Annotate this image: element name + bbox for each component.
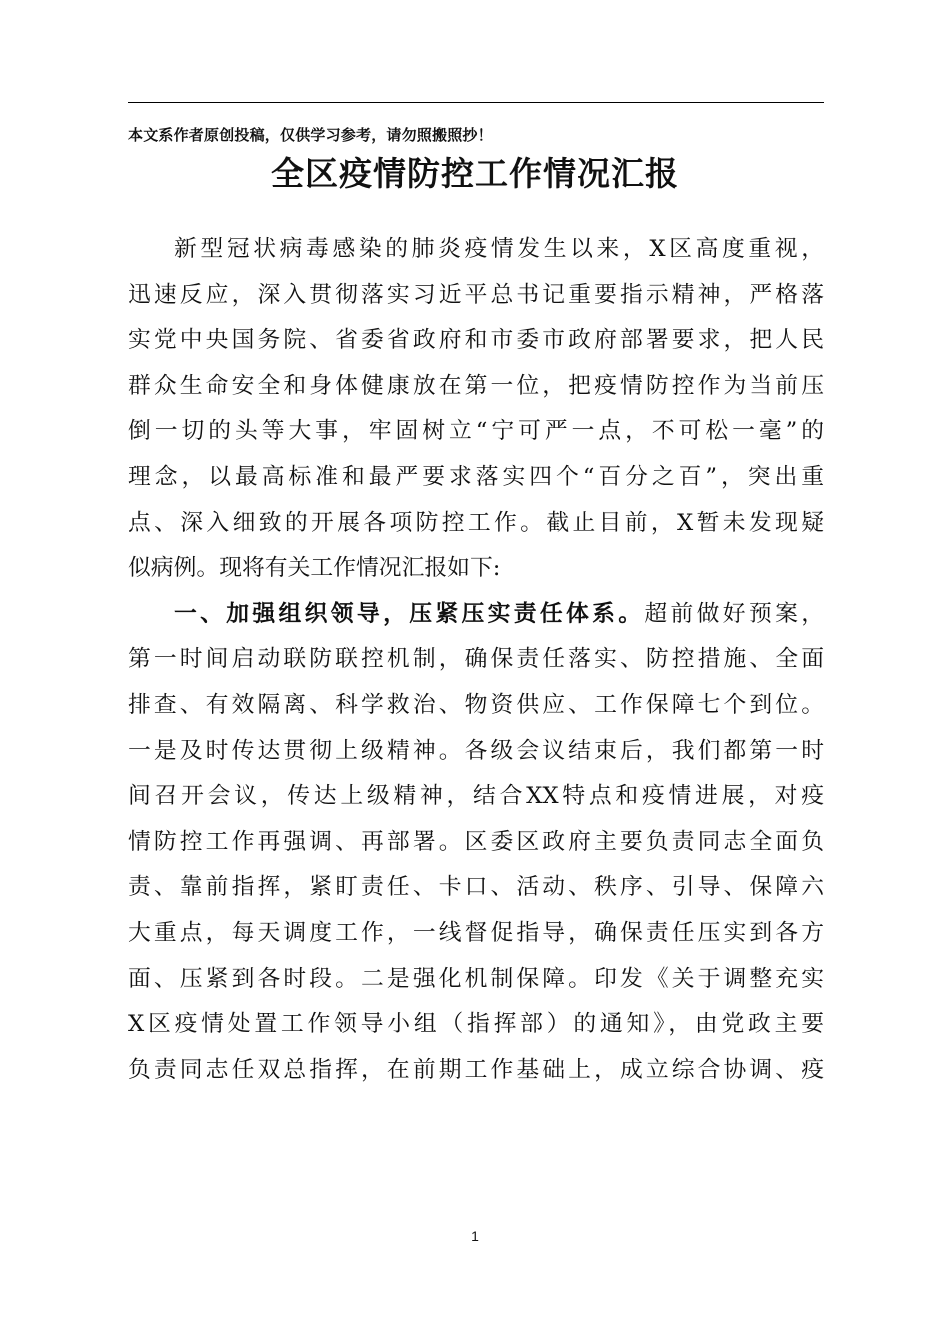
paragraph-line: 群众生命安全和身体健康放在第一位，把疫情防控作为当前压 [128, 372, 824, 399]
paragraph-line: 间召开会议，传达上级精神，结合XX特点和疫情进展，对疫 [128, 783, 824, 810]
paragraph-line: 迅速反应，深入贯彻落实习近平总书记重要指示精神，严格落 [128, 281, 824, 308]
paragraph-line: 理念，以最高标准和最严要求落实四个“百分之百”，突出重 [128, 463, 824, 490]
section-heading: 一、加强组织领导，压紧压实责任体系。 [174, 600, 645, 627]
section-heading-line [128, 592, 824, 638]
section-heading-rest: 超前做好预案， [644, 600, 824, 627]
paragraph-line: X区疫情处置工作领导小组（指挥部）的通知》，由党政主要 [128, 1011, 824, 1038]
paragraph-line: 点、深入细致的开展各项防控工作。截止目前，X暂未发现疑 [128, 509, 824, 536]
paragraph-line: 大重点，每天调度工作，一线督促指导，确保责任压实到各方 [128, 919, 824, 946]
paragraph-line: 负责同志任双总指挥，在前期工作基础上，成立综合协调、疫 [128, 1056, 824, 1083]
copyright-notice: 本文系作者原创投稿，仅供学习参考，请勿照搬照抄！ [128, 126, 493, 144]
paragraph-line: 排查、有效隔离、科学救治、物资供应、工作保障七个到位。 [128, 691, 824, 718]
paragraph-line: 责、靠前指挥，紧盯责任、卡口、活动、秩序、引导、保障六 [128, 874, 824, 901]
paragraph-line: 情防控工作再强调、再部署。区委区政府主要负责同志全面负 [128, 828, 824, 855]
paragraph-line: 实党中央国务院、省委省政府和市委市政府部署要求，把人民 [128, 327, 824, 354]
page-number: 1 [471, 1228, 479, 1244]
document-body [128, 227, 824, 1093]
document-title: 全区疫情防控工作情况汇报 [271, 154, 679, 193]
paragraph-line: 一是及时传达贯彻上级精神。各级会议结束后，我们都第一时 [128, 737, 824, 764]
header-rule [128, 102, 824, 103]
paragraph-line: 新型冠状病毒感染的肺炎疫情发生以来，X区高度重视， [174, 236, 824, 262]
paragraph-line: 第一时间启动联防联控机制，确保责任落实、防控措施、全面 [128, 646, 824, 673]
paragraph-line: 似病例。现将有关工作情况汇报如下: [128, 555, 501, 582]
paragraph-line: 倒一切的头等大事，牢固树立“宁可严一点，不可松一毫”的 [128, 418, 824, 445]
paragraph-line: 面、压紧到各时段。二是强化机制保障。印发《关于调整充实 [128, 965, 824, 992]
